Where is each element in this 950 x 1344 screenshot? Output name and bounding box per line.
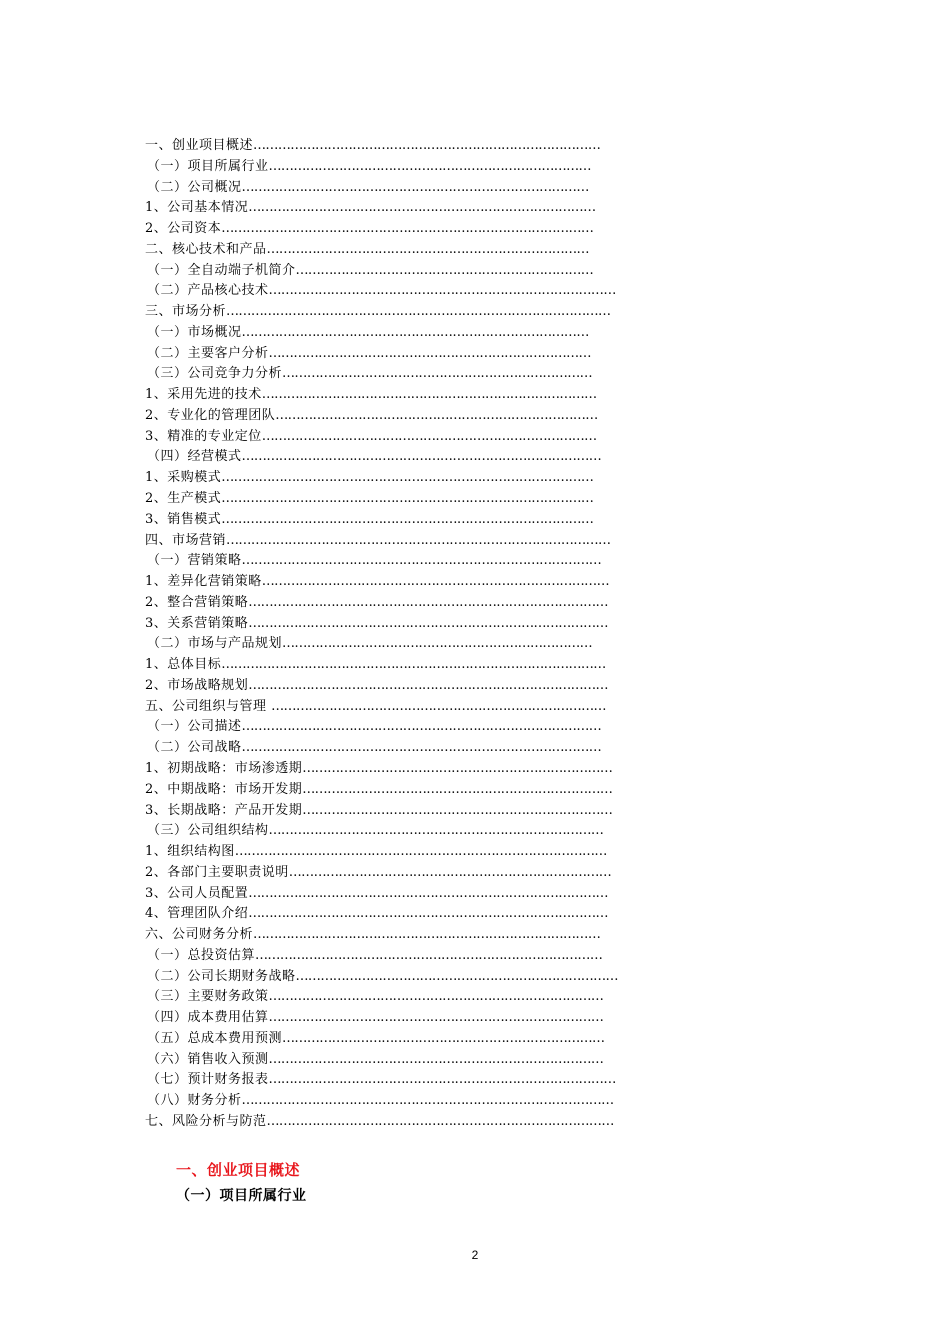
toc-entry[interactable] — [145, 904, 618, 925]
toc-leader-dots: …………………………………………………………………………… — [241, 449, 602, 465]
toc-entry[interactable] — [145, 759, 618, 780]
toc-leader-dots: ………………………………………………………………… — [302, 802, 613, 818]
toc-entry[interactable] — [145, 136, 618, 157]
toc-entry[interactable] — [145, 551, 618, 572]
toc-entry[interactable] — [145, 987, 618, 1008]
toc-leader-dots: ……………………………………………………………………… — [268, 989, 604, 1005]
toc-entry-title: 2、生产模式 — [145, 491, 222, 507]
toc-entry[interactable] — [145, 801, 618, 822]
toc-leader-dots: ……………………………………………………………………… — [261, 387, 597, 403]
toc-entry-title: 1、采购模式 — [145, 470, 222, 486]
toc-entry[interactable] — [145, 385, 618, 406]
toc-entry[interactable] — [145, 1029, 618, 1050]
toc-leader-dots: …………………………………………………………………… — [268, 345, 591, 361]
toc-leader-dots: ……………………………………………………………………………… — [221, 511, 594, 527]
toc-entry-title: 1、初期战略：市场渗透期 — [145, 760, 303, 776]
toc-leader-dots: …………………………………………………………………… — [295, 968, 618, 984]
toc-entry-title: （二）产品核心技术 — [147, 283, 269, 299]
toc-entry-title: 1、差异化营销策略 — [145, 574, 262, 590]
toc-entry-title: 四、市场营销 — [145, 532, 227, 548]
toc-entry[interactable] — [145, 1008, 618, 1029]
toc-entry[interactable] — [145, 738, 618, 759]
toc-leader-dots: ……………………………………………………………………………… — [221, 221, 594, 237]
toc-leader-dots: ………………………………………………………………………… — [241, 324, 589, 340]
toc-entry[interactable] — [145, 925, 618, 946]
toc-leader-dots: ………………………………………………………………… — [282, 636, 593, 652]
toc-entry[interactable] — [145, 967, 618, 988]
toc-entry[interactable] — [145, 219, 618, 240]
toc-entry-title: （三）主要财务政策 — [147, 989, 269, 1005]
toc-entry[interactable] — [145, 634, 618, 655]
toc-leader-dots: ………………………………………………………………………………… — [221, 657, 606, 673]
toc-leader-dots: …………………………………………………………………………… — [248, 677, 608, 693]
toc-leader-dots: ………………………………………………………………………… — [248, 200, 596, 216]
toc-entry[interactable] — [145, 863, 618, 884]
toc-leader-dots: ……………………………………………………………………… — [268, 1051, 604, 1067]
toc-leader-dots: ………………………………………………………………… — [302, 760, 613, 776]
toc-entry-title: （三）公司竞争力分析 — [147, 366, 283, 382]
toc-entry[interactable] — [145, 593, 618, 614]
toc-entry[interactable] — [145, 1070, 618, 1091]
toc-leader-dots: ………………………………………………………………… — [302, 781, 613, 797]
toc-entry[interactable] — [145, 821, 618, 842]
toc-entry-title: （二）公司长期财务战略 — [147, 968, 296, 984]
toc-entry[interactable] — [145, 198, 618, 219]
toc-leader-dots: …………………………………………………………………………… — [248, 906, 608, 922]
toc-entry-title: 2、中期战略：市场开发期 — [145, 781, 303, 797]
toc-entry-title: 3、长期战略：产品开发期 — [145, 802, 303, 818]
toc-entry[interactable] — [145, 946, 618, 967]
toc-entry[interactable] — [145, 655, 618, 676]
toc-leader-dots: ………………………………………………………………… — [282, 366, 593, 382]
toc-leader-dots: …………………………………………………………………………… — [241, 719, 602, 735]
toc-entry-title: 1、组织结构图 — [145, 844, 235, 860]
toc-entry[interactable] — [145, 780, 618, 801]
toc-entry-title: 七、风险分析与防范 — [145, 1113, 267, 1129]
toc-entry-title: （三）公司组织结构 — [147, 823, 269, 839]
toc-entry[interactable] — [145, 676, 618, 697]
toc-entry-title: 2、市场战略规划 — [145, 677, 249, 693]
toc-entry[interactable] — [145, 261, 618, 282]
toc-entry-title: （一）项目所属行业 — [147, 158, 269, 174]
toc-entry[interactable] — [145, 427, 618, 448]
toc-entry-title: （二）市场与产品规划 — [147, 636, 283, 652]
toc-leader-dots: …………………………………………………………………… — [266, 241, 589, 257]
toc-leader-dots: ………………………………………………………………………… — [268, 283, 616, 299]
table-of-contents — [145, 136, 618, 1133]
toc-entry-title: 2、公司资本 — [145, 221, 222, 237]
toc-entry-title: 3、精准的专业定位 — [145, 428, 262, 444]
section-heading: 一、创业项目概述 — [176, 1161, 301, 1179]
toc-entry-title: （一）营销策略 — [147, 553, 242, 569]
toc-entry-title: （一）总投资估算 — [147, 947, 256, 963]
toc-entry[interactable] — [145, 1050, 618, 1071]
toc-entry[interactable] — [145, 510, 618, 531]
toc-entry[interactable] — [145, 531, 618, 552]
toc-entry[interactable] — [145, 344, 618, 365]
page-number: 2 — [471, 1248, 479, 1262]
toc-entry-title: （一）公司描述 — [147, 719, 242, 735]
toc-entry[interactable] — [145, 884, 618, 905]
toc-entry[interactable] — [145, 364, 618, 385]
toc-entry-title: 3、关系营销策略 — [145, 615, 249, 631]
toc-leader-dots: ………………………………………………………………………… — [241, 179, 589, 195]
toc-leader-dots: …………………………………………………………………………… — [248, 885, 608, 901]
toc-entry-title: 2、整合营销策略 — [145, 594, 249, 610]
toc-entry-title: 2、各部门主要职责说明 — [145, 864, 289, 880]
toc-entry[interactable] — [145, 323, 618, 344]
toc-entry-title: （五）总成本费用预测 — [147, 1030, 283, 1046]
toc-leader-dots: ……………………………………………………………………………… — [221, 470, 594, 486]
toc-leader-dots: …………………………………………………………………… — [288, 864, 612, 880]
toc-entry[interactable] — [145, 157, 618, 178]
toc-leader-dots: ………………………………………………………………………… — [253, 138, 601, 153]
toc-leader-dots: ………………………………………………………………………… — [266, 1113, 614, 1129]
toc-entry-title: 六、公司财务分析 — [145, 927, 254, 943]
toc-leader-dots: ……………………………………………………………………… — [268, 823, 604, 839]
toc-entry-title: 二、核心技术和产品 — [145, 241, 267, 257]
toc-entry[interactable] — [145, 489, 618, 510]
toc-entry[interactable] — [145, 1112, 618, 1133]
toc-entry-title: （二）公司概况 — [147, 179, 242, 195]
toc-leader-dots: …………………………………………………………………………… — [241, 740, 602, 756]
toc-entry-title: （二）主要客户分析 — [147, 345, 269, 361]
toc-leader-dots: ……………………………………………………………………… — [261, 428, 597, 444]
toc-leader-dots: …………………………………………………………………… — [275, 407, 598, 423]
subsection-heading: （一）项目所属行业 — [176, 1188, 307, 1204]
toc-entry[interactable] — [145, 302, 618, 323]
toc-entry-title: 1、采用先进的技术 — [145, 387, 262, 403]
toc-entry[interactable] — [145, 697, 618, 718]
toc-entry-title: 一、创业项目概述 — [145, 138, 254, 153]
toc-leader-dots: ……………………………………………………………… — [295, 262, 594, 278]
toc-leader-dots: …………………………………………………………………………… — [248, 615, 608, 631]
toc-entry[interactable] — [145, 717, 618, 738]
toc-entry-title: （七）预计财务报表 — [147, 1072, 269, 1088]
toc-entry[interactable] — [145, 572, 618, 593]
toc-entry-title: （二）公司战略 — [147, 740, 242, 756]
toc-leader-dots: ……………………………………………………………………………… — [234, 844, 607, 860]
toc-entry-title: 1、公司基本情况 — [145, 200, 249, 216]
toc-entry-title: （四）经营模式 — [147, 449, 242, 465]
toc-entry[interactable] — [145, 468, 618, 489]
toc-entry-title: （一）全自动端子机简介 — [147, 262, 296, 278]
toc-leader-dots: ………………………………………………………………………… — [268, 1072, 616, 1088]
toc-entry-title: 3、公司人员配置 — [145, 885, 249, 901]
toc-leader-dots: ……………………………………………………………………………… — [241, 1093, 614, 1109]
toc-leader-dots: ……………………………………………………………………… — [268, 1010, 604, 1026]
toc-leader-dots: …………………………………………………………………… — [268, 158, 591, 174]
toc-entry-title: 五、公司组织与管理 — [145, 698, 272, 714]
toc-leader-dots: …………………………………………………………………………… — [241, 553, 602, 569]
toc-entry-title: （一）市场概况 — [147, 324, 242, 340]
toc-leader-dots: …………………………………………………………………………… — [248, 594, 608, 610]
toc-entry-title: （八）财务分析 — [147, 1093, 242, 1109]
toc-entry-title: （六）销售收入预测 — [147, 1051, 269, 1067]
toc-entry[interactable] — [145, 178, 618, 199]
toc-leader-dots: ………………………………………………………………………… — [253, 927, 601, 943]
toc-leader-dots: ………………………………………………………………………… — [261, 574, 609, 590]
toc-entry[interactable] — [145, 240, 618, 261]
toc-entry[interactable] — [145, 281, 618, 302]
toc-entry-title: 2、专业化的管理团队 — [145, 407, 276, 423]
toc-entry-title: 3、销售模式 — [145, 511, 222, 527]
toc-leader-dots: ………………………………………………………………………………… — [226, 304, 611, 320]
toc-entry[interactable] — [145, 406, 618, 427]
toc-leader-dots: ……………………………………………………………………… — [271, 698, 606, 714]
toc-entry[interactable] — [145, 614, 618, 635]
toc-entry-title: （四）成本费用估算 — [147, 1010, 269, 1026]
toc-entry[interactable] — [145, 447, 618, 468]
toc-entry[interactable] — [145, 1091, 618, 1112]
toc-entry-title: 三、市场分析 — [145, 304, 227, 320]
toc-leader-dots: ………………………………………………………………………… — [255, 947, 603, 963]
toc-entry[interactable] — [145, 842, 618, 863]
toc-leader-dots: ………………………………………………………………………………… — [226, 532, 611, 548]
toc-leader-dots: ……………………………………………………………………………… — [221, 491, 594, 507]
toc-entry-title: 4、管理团队介绍 — [145, 906, 249, 922]
toc-entry-title: 1、总体目标 — [145, 657, 222, 673]
toc-leader-dots: …………………………………………………………………… — [282, 1030, 605, 1046]
